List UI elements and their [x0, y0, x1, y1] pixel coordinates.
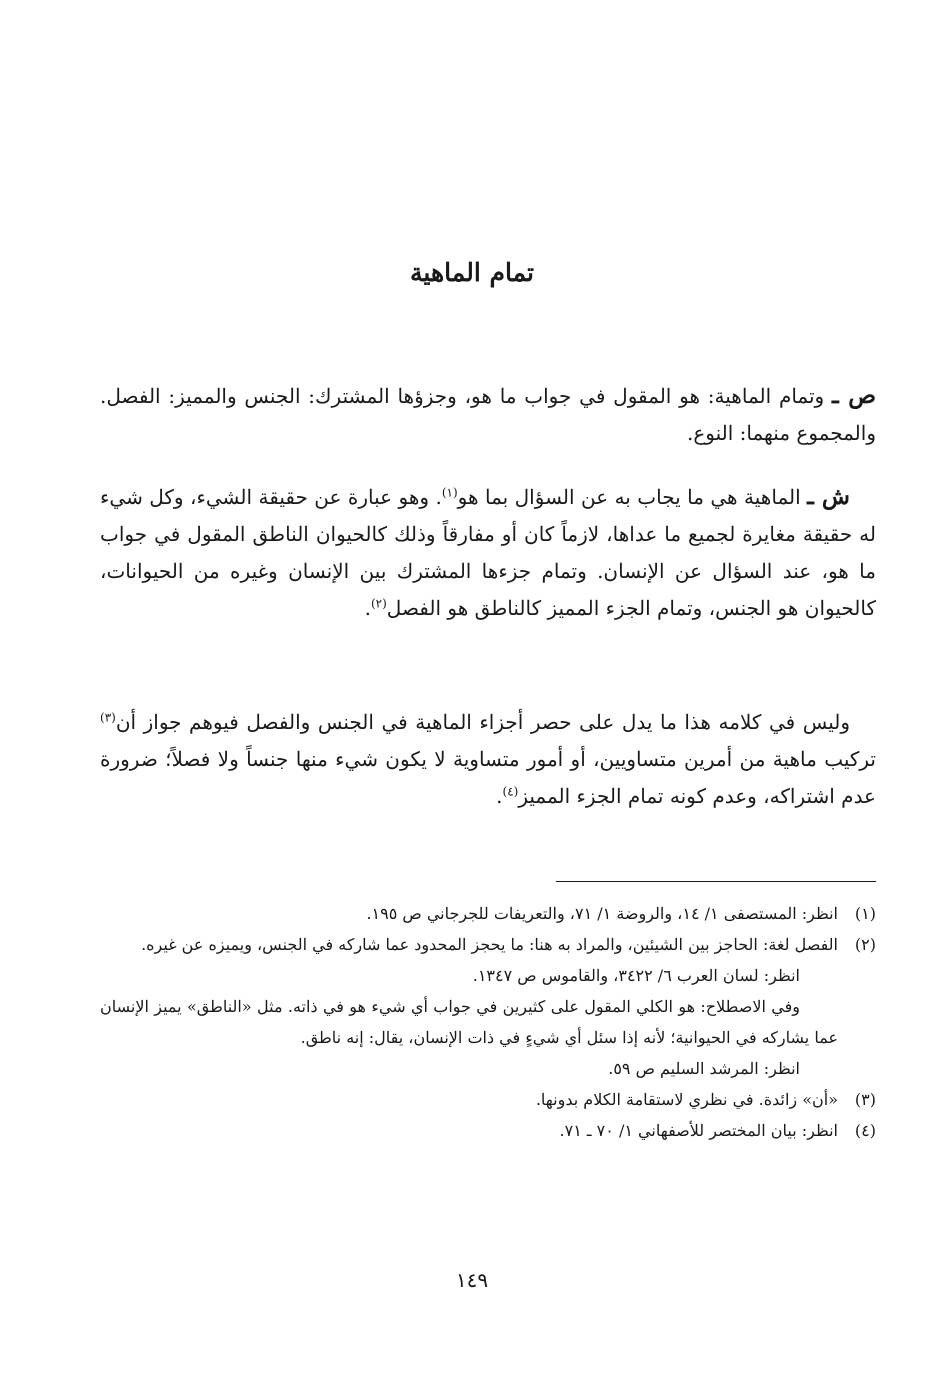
footnote-2 [100, 929, 876, 960]
footnote-ref-1[interactable]: (١) [441, 485, 458, 500]
paragraph-3-text-c: . [496, 784, 503, 808]
text-marker-sad: ص ـ [832, 382, 876, 409]
paragraph-2-text-b: . وهو عبارة عن حقيقة الشيء، وكل شيء له حقيقة مغايرة لجميع ما عداها، لازماً كان أو مفارقاً وذلك كالحيوان الناطق المقول في جواب ما هو، عند السؤال عن الإنسان. وتمام جزءها المشترك بين الإنسان وغيره من الحيوانات، كالحيوان هو الجنس، وتمام الجزء المميز كالناطق هو الفصل [100, 485, 876, 620]
paragraph-text [100, 377, 876, 452]
page-number: ١٤٩ [455, 1268, 489, 1292]
footnote-number: (٣) [854, 1090, 876, 1109]
footnote-text: الفصل لغة: الحاجز بين الشيئين، والمراد به هنا: ما يحجز المحدود عما شاركه في الجنس، ويميزه عن غيره. [141, 935, 838, 954]
paragraph-2 [100, 478, 876, 627]
footnote-2-definition-text: وفي الاصطلاح: هو الكلي المقول على كثيرين في جواب أي شيء هو في ذاته. مثل «الناطق» يميز الإنسان عما يشاركه في الحيوانية؛ لأنه إذا سئل أي شيءٍ في ذات الإنسان، يقال: إنه ناطق. [100, 997, 838, 1047]
footnote-ref-2[interactable]: (٢) [370, 596, 387, 611]
footnote-3 [100, 1084, 876, 1115]
footnote-4 [100, 1115, 876, 1146]
footnote-ref-4[interactable]: (٤) [502, 784, 519, 799]
commentary-text [100, 478, 876, 627]
paragraph-3 [100, 704, 876, 815]
paragraph-3-text-a: وليس في كلامه هذا ما يدل على حصر أجزاء الماهية في الجنس والفصل فيوهم جواز أن [115, 710, 850, 734]
paragraph-2-text-a: الماهية هي ما يجاب به عن السؤال بما هو [457, 485, 801, 509]
footnote-2-source-1: انظر: لسان العرب ٦/ ٣٤٢٢، والقاموس ص ١٣٤٧. [472, 966, 800, 985]
section-title: تمام الماهية [410, 258, 534, 287]
footnote-text: «أن» زائدة. في نظري لاستقامة الكلام بدونها. [535, 1090, 838, 1109]
footnote-number: (٤) [854, 1121, 876, 1140]
footnotes [100, 898, 876, 1146]
footnote-separator [556, 881, 876, 882]
footnote-ref-3[interactable]: (٣) [100, 710, 116, 725]
footnote-2-definition [100, 991, 876, 1053]
paragraph-2-text-c: . [364, 596, 371, 620]
paragraph-1-text: وتمام الماهية: هو المقول في جواب ما هو، وجزؤها المشترك: الجنس والمميز: الفصل. والمجموع منهما: النوع. [100, 384, 876, 445]
footnote-text: انظر: المستصفى ١/ ١٤، والروضة ١/ ٧١، والتعريفات للجرجاني ص ١٩٥. [366, 904, 838, 923]
footnote-2-source-2: انظر: المرشد السليم ص ٥٩. [608, 1059, 800, 1078]
footnote-number: (٢) [854, 935, 876, 954]
footnote-1 [100, 898, 876, 929]
footnote-text: انظر: بيان المختصر للأصفهاني ١/ ٧٠ ـ ٧١. [559, 1121, 838, 1140]
commentary-text-continued [100, 704, 876, 815]
text-marker-shin: ش ـ [807, 483, 850, 510]
footnote-number: (١) [854, 904, 876, 923]
paragraph-3-text-b: تركيب ماهية من أمرين متساويين، أو أمور متساوية لا يكون شيء منها جنساً ولا فصلاً؛ ضرورة عدم اشتراكه، وعدم كونه تمام الجزء المميز [100, 747, 876, 808]
paragraph-1 [100, 377, 876, 452]
